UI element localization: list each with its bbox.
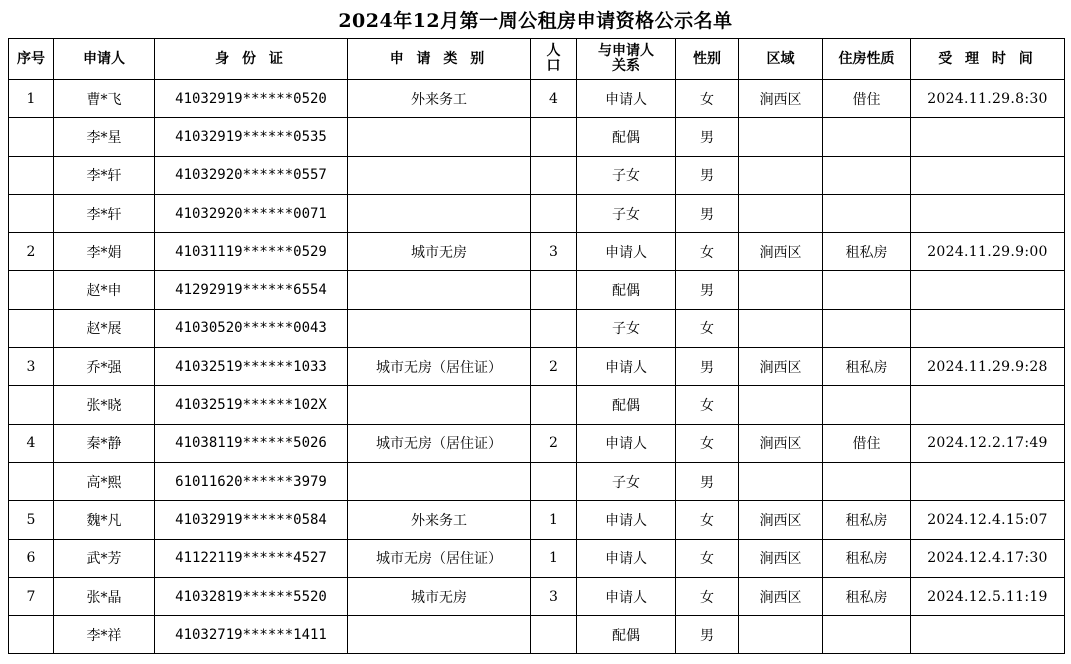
cell-accepted-time: [911, 462, 1065, 500]
cell-index: [9, 309, 54, 347]
cell-applicant: 李*星: [54, 118, 155, 156]
cell-district: [739, 616, 823, 654]
cell-index: [9, 194, 54, 232]
cell-household: 4: [531, 80, 577, 118]
cell-gender: 男: [676, 194, 739, 232]
cell-applicant: 赵*展: [54, 309, 155, 347]
cell-housing: 租私房: [823, 539, 911, 577]
cell-relation: 申请人: [577, 577, 676, 615]
cell-gender: 女: [676, 501, 739, 539]
cell-district: [739, 462, 823, 500]
table-row: [9, 309, 1065, 347]
cell-household: 1: [531, 539, 577, 577]
cell-relation: 申请人: [577, 348, 676, 386]
cell-household: 1: [531, 501, 577, 539]
cell-gender: 男: [676, 118, 739, 156]
header-category: 申 请 类 别: [348, 39, 531, 80]
cell-index: [9, 271, 54, 309]
cell-district: 涧西区: [739, 539, 823, 577]
header-index: 序号: [9, 39, 54, 80]
cell-gender: 女: [676, 309, 739, 347]
cell-accepted-time: 2024.12.5.11:19: [911, 577, 1065, 615]
cell-category: 外来务工: [348, 80, 531, 118]
header-gender: 性别: [676, 39, 739, 80]
cell-housing: [823, 194, 911, 232]
header-district: 区域: [739, 39, 823, 80]
cell-category: 外来务工: [348, 501, 531, 539]
header-relation: [577, 39, 676, 80]
cell-housing: 借住: [823, 80, 911, 118]
cell-district: [739, 118, 823, 156]
cell-gender: 女: [676, 577, 739, 615]
cell-category: [348, 271, 531, 309]
header-household: [531, 39, 577, 80]
cell-index: 3: [9, 348, 54, 386]
cell-index: 2: [9, 233, 54, 271]
document-title: 2024年12月第一周公租房申请资格公示名单: [338, 10, 733, 32]
cell-household: [531, 271, 577, 309]
table-row: [9, 194, 1065, 232]
cell-category: [348, 616, 531, 654]
cell-index: [9, 156, 54, 194]
cell-accepted-time: 2024.12.4.17:30: [911, 539, 1065, 577]
header-relation-bottom: 关系: [612, 58, 640, 74]
cell-housing: [823, 462, 911, 500]
cell-district: 涧西区: [739, 501, 823, 539]
cell-relation: 子女: [577, 462, 676, 500]
cell-district: 涧西区: [739, 577, 823, 615]
cell-gender: 女: [676, 80, 739, 118]
cell-household: 2: [531, 424, 577, 462]
table-row: [9, 156, 1065, 194]
cell-gender: 女: [676, 424, 739, 462]
cell-applicant: 武*芳: [54, 539, 155, 577]
cell-household: [531, 156, 577, 194]
cell-accepted-time: [911, 309, 1065, 347]
cell-index: 4: [9, 424, 54, 462]
cell-index: 5: [9, 501, 54, 539]
cell-category: [348, 309, 531, 347]
cell-household: [531, 309, 577, 347]
cell-accepted-time: [911, 156, 1065, 194]
cell-housing: [823, 616, 911, 654]
header-row: [9, 39, 1065, 80]
cell-district: [739, 271, 823, 309]
cell-household: [531, 616, 577, 654]
cell-housing: 租私房: [823, 577, 911, 615]
cell-relation: 配偶: [577, 271, 676, 309]
cell-relation: 配偶: [577, 616, 676, 654]
cell-accepted-time: [911, 386, 1065, 424]
cell-household: [531, 386, 577, 424]
cell-category: 城市无房（居住证）: [348, 348, 531, 386]
cell-housing: 租私房: [823, 501, 911, 539]
cell-applicant: 乔*强: [54, 348, 155, 386]
cell-id-number: 61011620******3979: [155, 462, 348, 500]
cell-housing: 租私房: [823, 348, 911, 386]
cell-id-number: 41032819******5520: [155, 577, 348, 615]
cell-category: 城市无房（居住证）: [348, 539, 531, 577]
cell-category: 城市无房: [348, 233, 531, 271]
header-household-bottom: 口: [546, 58, 561, 74]
table-row: [9, 424, 1065, 462]
cell-relation: 子女: [577, 194, 676, 232]
cell-household: [531, 462, 577, 500]
cell-gender: 男: [676, 271, 739, 309]
cell-housing: [823, 271, 911, 309]
cell-id-number: 41032919******0520: [155, 80, 348, 118]
cell-category: [348, 118, 531, 156]
cell-applicant: 秦*静: [54, 424, 155, 462]
table-row: [9, 539, 1065, 577]
cell-gender: 男: [676, 462, 739, 500]
cell-accepted-time: 2024.12.4.15:07: [911, 501, 1065, 539]
cell-accepted-time: 2024.11.29.9:00: [911, 233, 1065, 271]
cell-accepted-time: 2024.11.29.9:28: [911, 348, 1065, 386]
table-body: [9, 80, 1065, 654]
cell-id-number: 41032919******0535: [155, 118, 348, 156]
header-id-number: 身 份 证: [155, 39, 348, 80]
table-row: [9, 271, 1065, 309]
cell-district: 涧西区: [739, 233, 823, 271]
cell-relation: 子女: [577, 156, 676, 194]
cell-index: [9, 462, 54, 500]
table-row: [9, 233, 1065, 271]
header-applicant: 申请人: [54, 39, 155, 80]
cell-gender: 女: [676, 539, 739, 577]
cell-id-number: 41032719******1411: [155, 616, 348, 654]
cell-id-number: 41032920******0557: [155, 156, 348, 194]
cell-accepted-time: [911, 271, 1065, 309]
cell-household: [531, 194, 577, 232]
cell-district: 涧西区: [739, 348, 823, 386]
cell-id-number: 41032919******0584: [155, 501, 348, 539]
cell-category: 城市无房（居住证）: [348, 424, 531, 462]
cell-relation: 配偶: [577, 386, 676, 424]
cell-district: [739, 386, 823, 424]
cell-household: 3: [531, 577, 577, 615]
cell-relation: 申请人: [577, 80, 676, 118]
header-relation-top: 与申请人: [598, 43, 654, 59]
cell-housing: [823, 309, 911, 347]
cell-accepted-time: [911, 118, 1065, 156]
cell-housing: 租私房: [823, 233, 911, 271]
cell-applicant: 曹*飞: [54, 80, 155, 118]
cell-accepted-time: 2024.11.29.8:30: [911, 80, 1065, 118]
cell-household: 3: [531, 233, 577, 271]
applicant-table: [8, 38, 1065, 654]
cell-accepted-time: 2024.12.2.17:49: [911, 424, 1065, 462]
cell-housing: [823, 386, 911, 424]
table-row: [9, 348, 1065, 386]
cell-housing: 借住: [823, 424, 911, 462]
cell-id-number: 41032920******0071: [155, 194, 348, 232]
cell-gender: 男: [676, 156, 739, 194]
cell-applicant: 李*娟: [54, 233, 155, 271]
cell-id-number: 41030520******0043: [155, 309, 348, 347]
cell-applicant: 赵*申: [54, 271, 155, 309]
cell-accepted-time: [911, 616, 1065, 654]
cell-accepted-time: [911, 194, 1065, 232]
cell-household: 2: [531, 348, 577, 386]
cell-applicant: 高*熙: [54, 462, 155, 500]
cell-applicant: 李*轩: [54, 156, 155, 194]
cell-applicant: 李*轩: [54, 194, 155, 232]
cell-index: 1: [9, 80, 54, 118]
cell-household: [531, 118, 577, 156]
cell-gender: 女: [676, 233, 739, 271]
header-household-top: 人: [546, 43, 561, 59]
cell-id-number: 41122119******4527: [155, 539, 348, 577]
header-accepted-time: 受 理 时 间: [911, 39, 1065, 80]
table-row: [9, 501, 1065, 539]
cell-id-number: 41038119******5026: [155, 424, 348, 462]
cell-category: [348, 194, 531, 232]
cell-index: [9, 118, 54, 156]
cell-relation: 申请人: [577, 424, 676, 462]
cell-gender: 男: [676, 616, 739, 654]
cell-applicant: 魏*凡: [54, 501, 155, 539]
cell-relation: 申请人: [577, 539, 676, 577]
table-row: [9, 462, 1065, 500]
table-row: [9, 386, 1065, 424]
cell-relation: 子女: [577, 309, 676, 347]
cell-applicant: 张*晓: [54, 386, 155, 424]
cell-gender: 男: [676, 348, 739, 386]
table-row: [9, 577, 1065, 615]
table-row: [9, 80, 1065, 118]
cell-index: [9, 616, 54, 654]
cell-index: 7: [9, 577, 54, 615]
cell-relation: 申请人: [577, 501, 676, 539]
cell-category: [348, 386, 531, 424]
cell-housing: [823, 118, 911, 156]
header-housing: 住房性质: [823, 39, 911, 80]
cell-id-number: 41031119******0529: [155, 233, 348, 271]
cell-relation: 配偶: [577, 118, 676, 156]
cell-district: 涧西区: [739, 424, 823, 462]
cell-district: 涧西区: [739, 80, 823, 118]
cell-applicant: 李*祥: [54, 616, 155, 654]
cell-id-number: 41292919******6554: [155, 271, 348, 309]
table-row: [9, 118, 1065, 156]
cell-housing: [823, 156, 911, 194]
cell-id-number: 41032519******1033: [155, 348, 348, 386]
cell-district: [739, 156, 823, 194]
cell-district: [739, 194, 823, 232]
cell-id-number: 41032519******102X: [155, 386, 348, 424]
table-row: [9, 616, 1065, 654]
cell-relation: 申请人: [577, 233, 676, 271]
cell-gender: 女: [676, 386, 739, 424]
cell-category: 城市无房: [348, 577, 531, 615]
cell-index: 6: [9, 539, 54, 577]
cell-district: [739, 309, 823, 347]
cell-index: [9, 386, 54, 424]
cell-category: [348, 462, 531, 500]
cell-category: [348, 156, 531, 194]
cell-applicant: 张*晶: [54, 577, 155, 615]
